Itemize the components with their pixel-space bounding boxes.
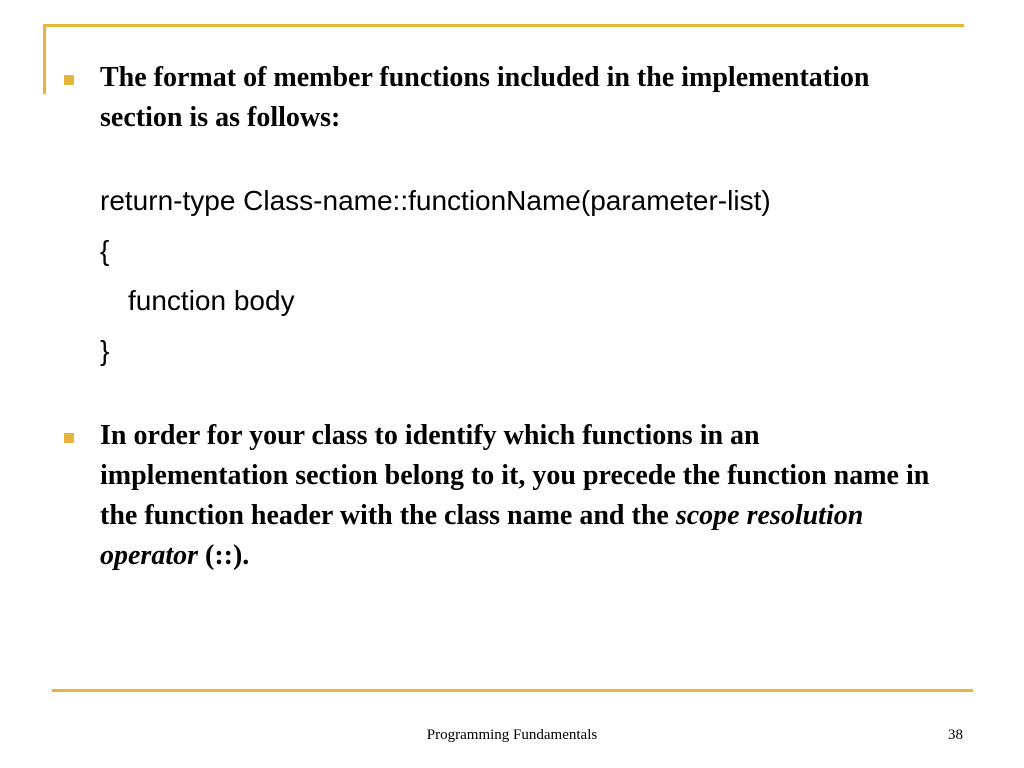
bullet-item — [64, 416, 954, 576]
footer-title: Programming Fundamentals — [426, 727, 598, 743]
bullet-square-icon — [64, 433, 74, 443]
top-rule — [43, 24, 964, 27]
code-syntax-block — [100, 176, 954, 376]
bullet-text-part: (::). — [198, 540, 250, 571]
code-signature: return-type Class-name::functionName(parameter-list) — [100, 185, 771, 216]
page-number: 38 — [948, 727, 963, 743]
bullet-emphasis: scope resolution operator — [100, 500, 864, 571]
code-open-brace: { — [100, 235, 110, 266]
code-close-brace: } — [100, 335, 110, 366]
bullet-text: The format of member functions included in the implementation section is as follows: — [100, 62, 870, 133]
bullet-square-icon — [64, 75, 74, 85]
bullet-text-part: In order for your class to identify which functions in an implementation section belong to it, you precede the function name in the function header with the class name and the — [100, 420, 930, 531]
bottom-rule — [52, 689, 973, 692]
slide-content — [64, 58, 954, 576]
left-rule — [43, 24, 46, 94]
bullet-text — [100, 416, 954, 576]
code-body: function body — [128, 285, 295, 316]
bullet-item — [64, 58, 954, 138]
